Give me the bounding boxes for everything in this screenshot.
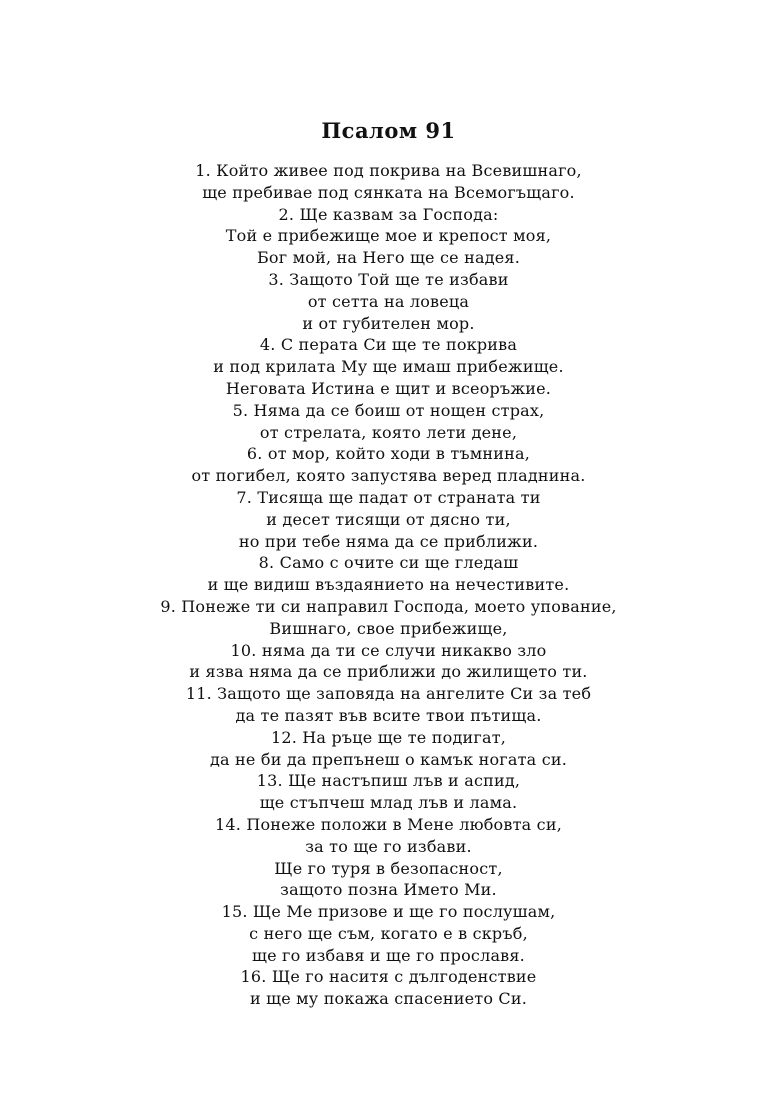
verse-line: 5. Няма да се боиш от нощен страх, [232, 400, 545, 420]
verse-line: и язва няма да се приближи до жилището ти. [189, 662, 588, 682]
psalm-text [0, 160, 777, 1010]
verse-line: 8. Само с очите си ще гледаш [258, 553, 519, 573]
verse-line: и от губителен мор. [302, 313, 475, 333]
verse-line: 9. Понеже ти си направил Господа, моето упование, [160, 596, 617, 616]
verse-line: 1. Който живее под покрива на Всевишнаго, [195, 161, 582, 180]
verse-line: 6. от мор, който ходи в тъмнина, [246, 444, 531, 464]
verse-line: ще го избавя и ще го прославя. [252, 945, 525, 965]
verse-line: Неговата Истина е щит и всеоръжие. [225, 378, 552, 398]
verse-line: да не би да препънеш о камък ногата си. [209, 749, 568, 769]
verse-line: 15. Ще Ме призове и ще го послушам, [221, 902, 556, 922]
verse-line: да те пазят във всите твои пътища. [235, 705, 542, 725]
verse-line: от погибел, която запустява веред пладнина. [191, 466, 586, 486]
psalm-title: Псалом 91 [321, 118, 456, 143]
verse-line: 13. Ще настъпиш лъв и аспид, [256, 771, 521, 791]
verse-line: от стрелата, която лети дене, [259, 422, 518, 442]
verse-line: 12. На ръце ще те подигат, [270, 727, 507, 747]
verse-line: Ще го туря в безопасност, [274, 858, 503, 878]
verse-line: защото позна Името Ми. [280, 880, 497, 900]
verse-line: и ще му покажа спасението Си. [249, 989, 528, 1009]
verse-line: Вишнаго, свое прибежище, [269, 618, 508, 638]
verse-line: 16. Ще го наситя с дългоденствие [240, 967, 537, 987]
verse-line: за то ще го избави. [305, 836, 472, 856]
verse-line: Бог мой, на Него ще се надея. [256, 248, 521, 268]
verse-line: и под крилата Му ще имаш прибежище. [213, 357, 564, 377]
verse-line: 11. Защото ще заповяда на ангелите Си за теб [185, 684, 592, 704]
verse-line: 3. Защото Той ще те избави [268, 269, 509, 289]
verse-line: от сетта на ловеца [307, 291, 470, 311]
verse-line: 4. С перата Си ще те покрива [259, 335, 518, 355]
verse-line: 10. няма да ти се случи никакво зло [230, 640, 547, 660]
verse-line: с него ще съм, когато е в скръб, [249, 923, 528, 943]
verse-line: и десет тисящи от дясно ти, [266, 509, 511, 529]
verse-line: 7. Тисяща ще падат от страната ти [236, 487, 541, 507]
verse-line: но при тебе няма да се приближи. [238, 531, 539, 551]
verse-line: 2. Ще казвам за Господа: [278, 204, 499, 224]
verse-line: 14. Понеже положи в Мене любовта си, [214, 814, 562, 834]
verse-line: ще стъпчеш млад лъв и лама. [259, 793, 518, 813]
verse-line: и ще видиш въздаянието на нечестивите. [207, 575, 570, 595]
verse-line: ще пребивае под сянката на Всемогъщаго. [202, 182, 575, 202]
verse-line: Той е прибежище мое и крепост моя, [225, 226, 552, 246]
